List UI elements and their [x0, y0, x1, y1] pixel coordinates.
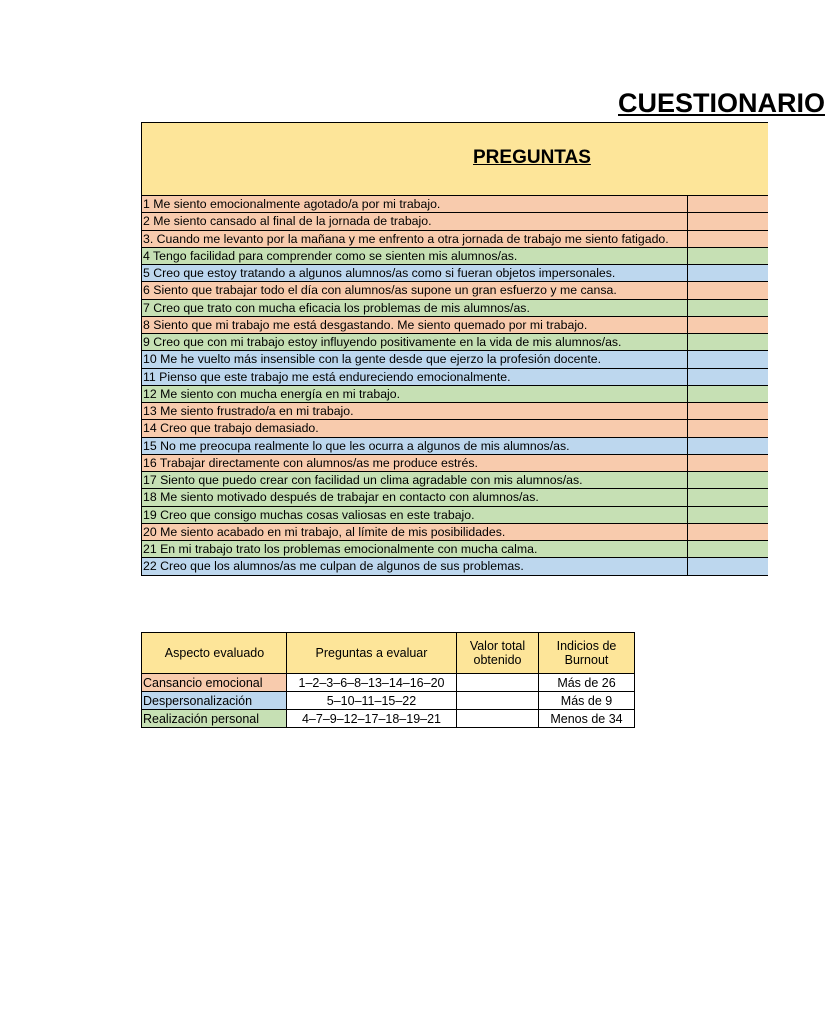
question-row [141, 213, 768, 230]
question-row [141, 351, 768, 368]
question-row [141, 541, 768, 558]
question-row [141, 420, 768, 437]
question-text: 6 Siento que trabajar todo el día con alumnos/as supone un gran esfuerzo y me cansa. [142, 282, 688, 298]
question-text: 19 Creo que consigo muchas cosas valiosas en este trabajo. [142, 507, 688, 523]
answer-cell[interactable] [688, 213, 768, 229]
questions-header-label: PREGUNTAS [473, 147, 591, 168]
answer-cell[interactable] [688, 541, 768, 557]
questions-table [141, 122, 768, 576]
questions-cell: 1–2–3–6–8–13–14–16–20 [287, 674, 457, 692]
question-row [141, 231, 768, 248]
answer-cell[interactable] [688, 334, 768, 350]
header-burnout: Indicios de Burnout [539, 633, 635, 674]
questions-cell: 4–7–9–12–17–18–19–21 [287, 710, 457, 728]
question-text: 17 Siento que puedo crear con facilidad un clima agradable con mis alumnos/as. [142, 472, 688, 488]
evaluation-rows [142, 674, 635, 728]
burnout-cell: Menos de 34 [539, 710, 635, 728]
question-text: 22 Creo que los alumnos/as me culpan de algunos de sus problemas. [142, 558, 688, 574]
question-text: 11 Pienso que este trabajo me está endureciendo emocionalmente. [142, 369, 688, 385]
answer-cell[interactable] [688, 265, 768, 281]
question-text: 8 Siento que mi trabajo me está desgastando. Me siento quemado por mi trabajo. [142, 317, 688, 333]
answer-cell[interactable] [688, 386, 768, 402]
question-row [141, 489, 768, 506]
question-row [141, 369, 768, 386]
header-aspect: Aspecto evaluado [142, 633, 287, 674]
question-text: 20 Me siento acabado en mi trabajo, al límite de mis posibilidades. [142, 524, 688, 540]
question-text: 3. Cuando me levanto por la mañana y me enfrento a otra jornada de trabajo me siento fatigado. [142, 231, 688, 247]
question-row [141, 282, 768, 299]
burnout-cell: Más de 26 [539, 674, 635, 692]
question-row [141, 455, 768, 472]
question-text: 2 Me siento cansado al final de la jornada de trabajo. [142, 213, 688, 229]
question-row [141, 472, 768, 489]
answer-cell[interactable] [688, 248, 768, 264]
question-row [141, 403, 768, 420]
aspect-cell: Despersonalización [142, 692, 287, 710]
question-text: 5 Creo que estoy tratando a algunos alumnos/as como si fueran objetos impersonales. [142, 265, 688, 281]
question-text: 7 Creo que trato con mucha eficacia los problemas de mis alumnos/as. [142, 300, 688, 316]
aspect-cell: Cansancio emocional [142, 674, 287, 692]
question-text: 1 Me siento emocionalmente agotado/a por mi trabajo. [142, 196, 688, 212]
question-row [141, 317, 768, 334]
answer-cell[interactable] [688, 282, 768, 298]
question-row [141, 507, 768, 524]
answer-cell[interactable] [688, 231, 768, 247]
question-row [141, 558, 768, 575]
question-row [141, 248, 768, 265]
question-text: 12 Me siento con mucha energía en mi trabajo. [142, 386, 688, 402]
questions-rows [141, 196, 768, 576]
questions-cell: 5–10–11–15–22 [287, 692, 457, 710]
total-cell[interactable] [457, 692, 539, 710]
question-text: 21 En mi trabajo trato los problemas emocionalmente con mucha calma. [142, 541, 688, 557]
evaluation-row [142, 692, 635, 710]
question-text: 10 Me he vuelto más insensible con la gente desde que ejerzo la profesión docente. [142, 351, 688, 367]
questions-header [141, 122, 768, 196]
burnout-cell: Más de 9 [539, 692, 635, 710]
evaluation-row [142, 710, 635, 728]
answer-cell[interactable] [688, 369, 768, 385]
question-text: 18 Me siento motivado después de trabajar en contacto con alumnos/as. [142, 489, 688, 505]
answer-cell[interactable] [688, 438, 768, 454]
total-cell[interactable] [457, 674, 539, 692]
answer-cell[interactable] [688, 507, 768, 523]
answer-cell[interactable] [688, 351, 768, 367]
question-text: 13 Me siento frustrado/a en mi trabajo. [142, 403, 688, 419]
question-row [141, 524, 768, 541]
question-text: 4 Tengo facilidad para comprender como se sienten mis alumnos/as. [142, 248, 688, 264]
sheet-title: CUESTIONARIO [618, 88, 825, 118]
question-row [141, 386, 768, 403]
question-row [141, 265, 768, 282]
answer-cell[interactable] [688, 472, 768, 488]
answer-cell[interactable] [688, 403, 768, 419]
question-row [141, 334, 768, 351]
question-row [141, 196, 768, 213]
answer-cell[interactable] [688, 558, 768, 574]
question-text: 16 Trabajar directamente con alumnos/as me produce estrés. [142, 455, 688, 471]
question-row [141, 300, 768, 317]
answer-cell[interactable] [688, 196, 768, 212]
evaluation-header-row [142, 633, 635, 674]
question-row [141, 438, 768, 455]
question-text: 9 Creo que con mi trabajo estoy influyendo positivamente en la vida de mis alumnos/as. [142, 334, 688, 350]
evaluation-table [141, 632, 635, 728]
total-cell[interactable] [457, 710, 539, 728]
aspect-cell: Realización personal [142, 710, 287, 728]
evaluation-row [142, 674, 635, 692]
answer-cell[interactable] [688, 489, 768, 505]
answer-cell[interactable] [688, 420, 768, 436]
answer-cell[interactable] [688, 455, 768, 471]
answer-cell[interactable] [688, 300, 768, 316]
header-total: Valor total obtenido [457, 633, 539, 674]
answer-cell[interactable] [688, 524, 768, 540]
question-text: 15 No me preocupa realmente lo que les ocurra a algunos de mis alumnos/as. [142, 438, 688, 454]
question-text: 14 Creo que trabajo demasiado. [142, 420, 688, 436]
header-questions: Preguntas a evaluar [287, 633, 457, 674]
answer-cell[interactable] [688, 317, 768, 333]
